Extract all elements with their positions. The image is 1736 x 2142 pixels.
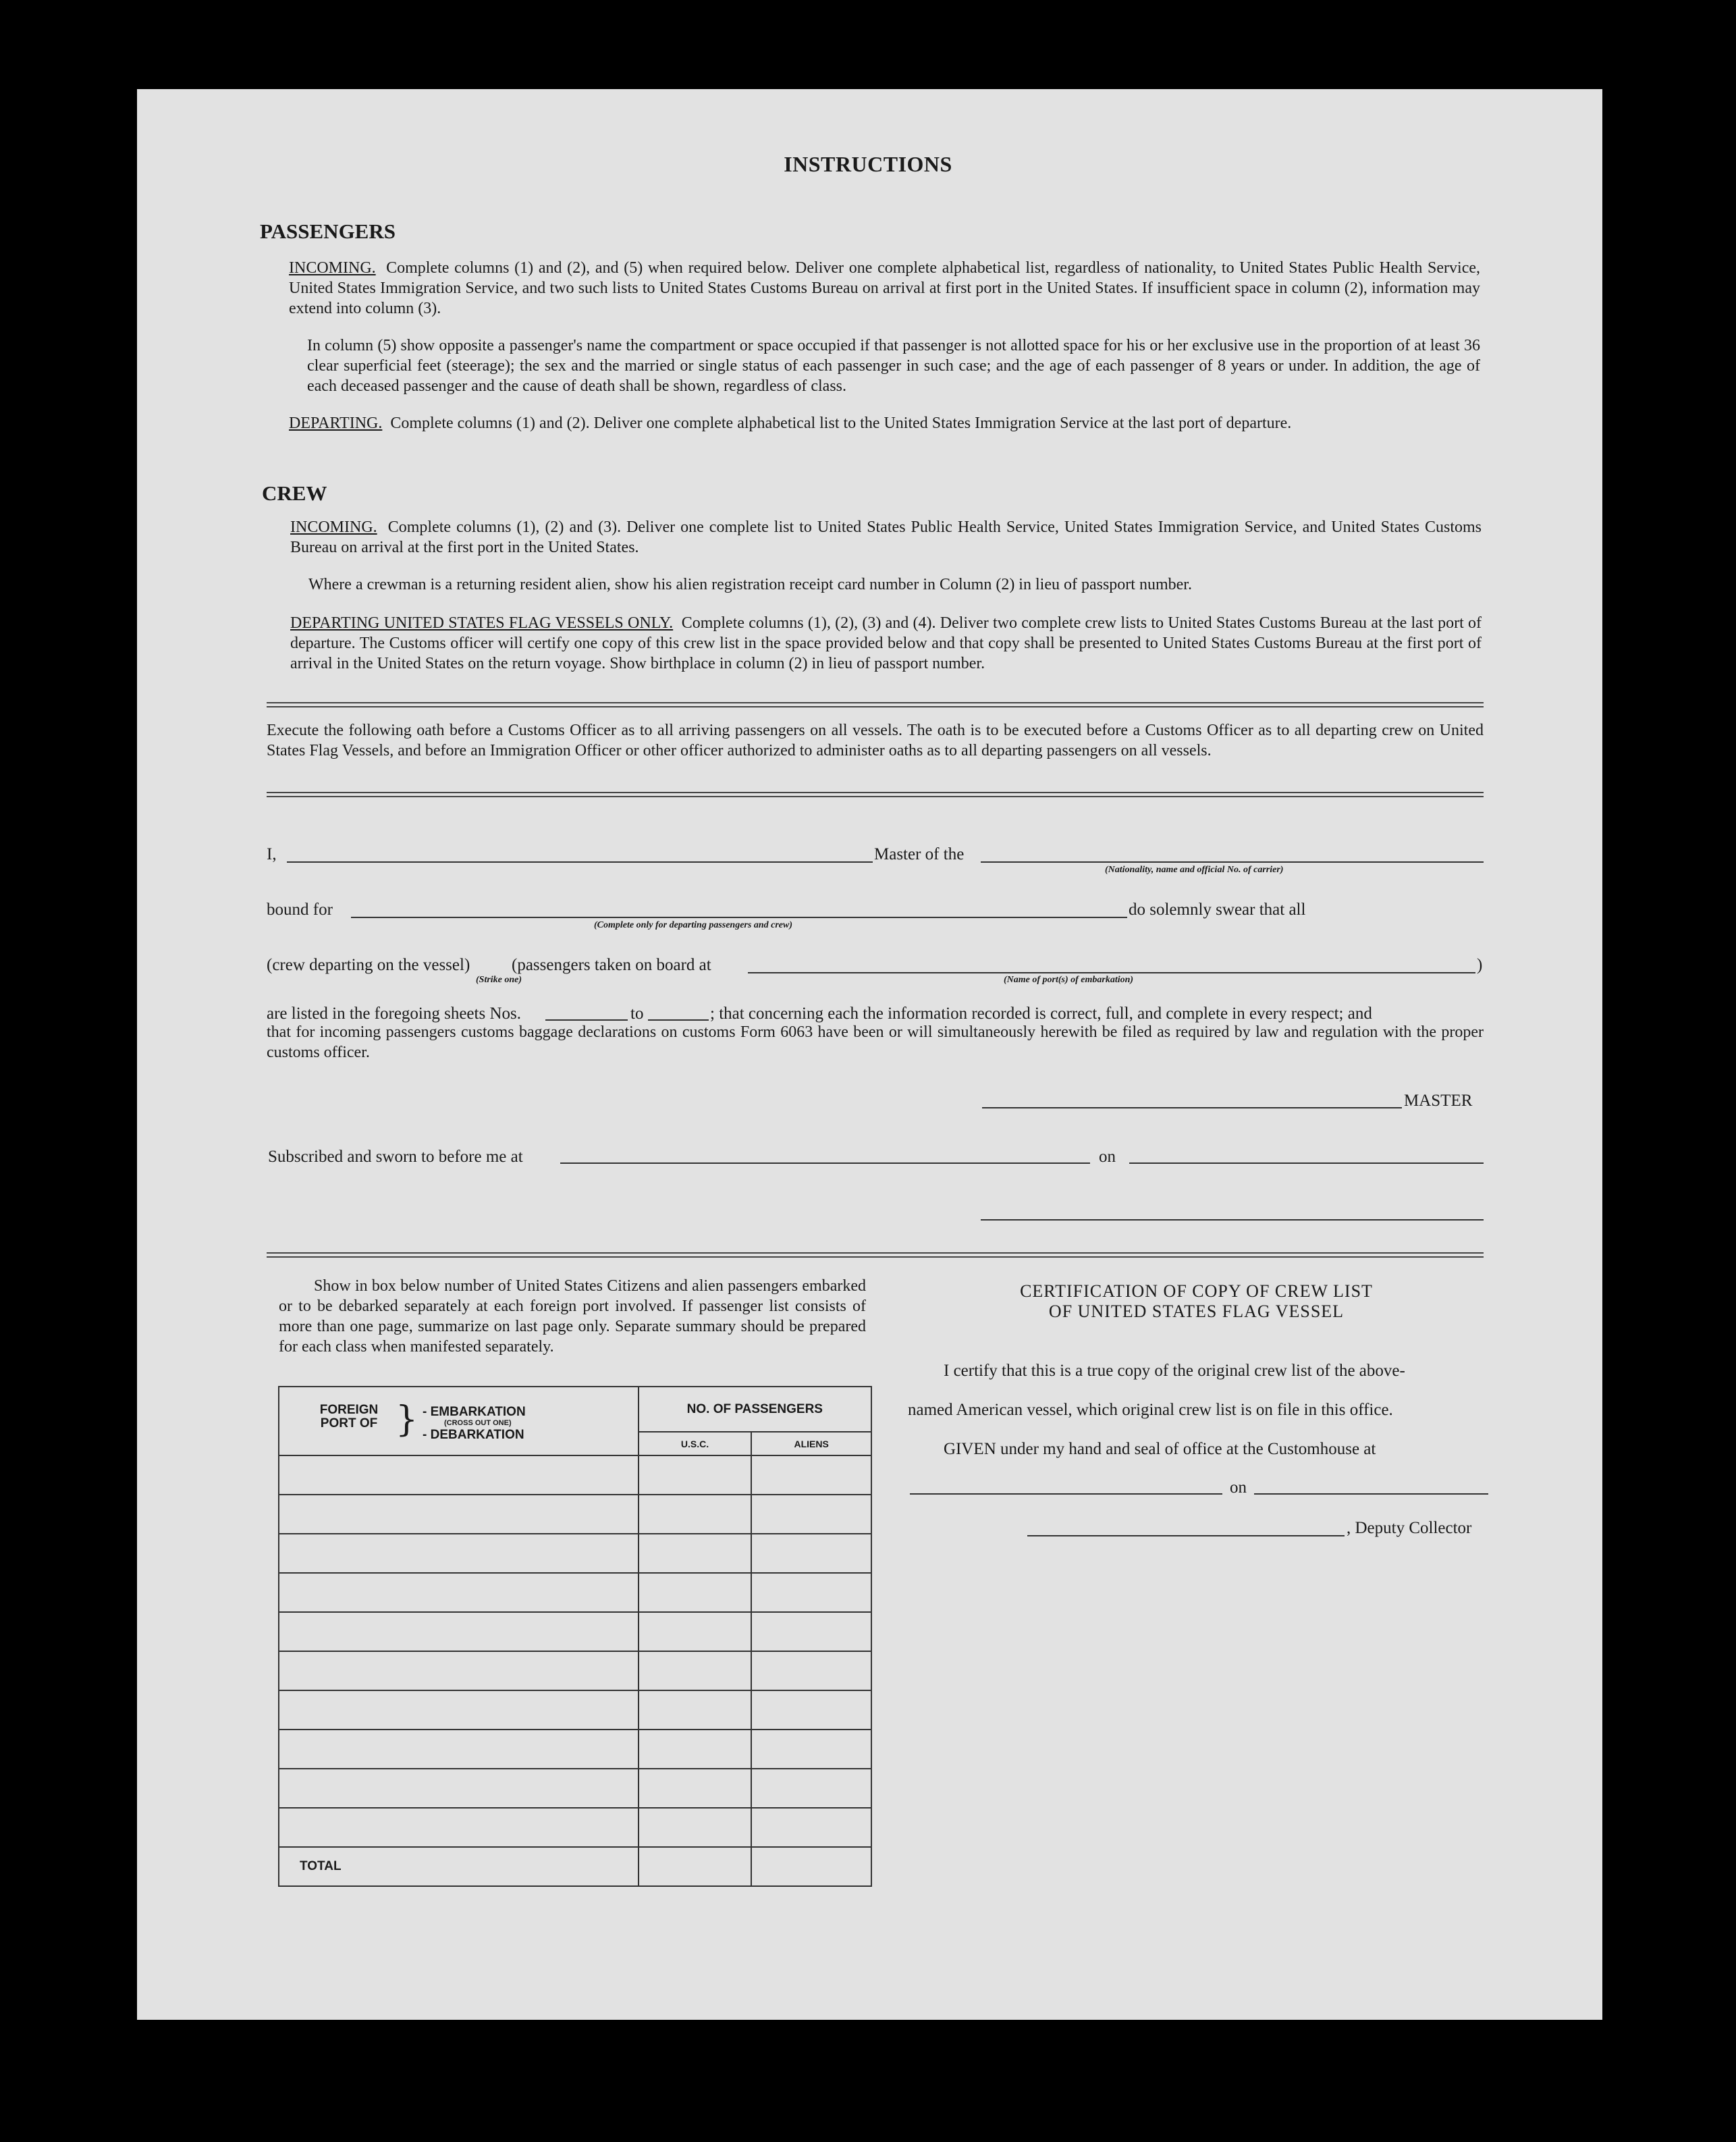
sworn-date-field[interactable] [1129, 1162, 1484, 1164]
to-label: to [630, 1005, 644, 1023]
usc-cell[interactable] [639, 1612, 752, 1651]
sworn-on-label: on [1099, 1148, 1116, 1166]
deputy-collector-label: , Deputy Collector [1347, 1519, 1472, 1537]
usc-header: U.S.C. [639, 1432, 752, 1455]
aliens-cell[interactable] [751, 1769, 871, 1808]
certification-title-1: CERTIFICATION OF COPY OF CREW LIST [1020, 1281, 1373, 1301]
table-row [279, 1730, 871, 1769]
debarkation-label: - DEBARKATION [423, 1428, 524, 1442]
table-row [279, 1573, 871, 1612]
cross-out-hint: (CROSS OUT ONE) [444, 1419, 512, 1427]
usc-cell[interactable] [639, 1730, 752, 1769]
table-row [279, 1690, 871, 1730]
passengers-departing-label: DEPARTING. [289, 414, 383, 432]
port-cell[interactable] [279, 1769, 639, 1808]
oath-i-label: I, [267, 845, 277, 863]
passengers-departing-paragraph [289, 413, 1480, 433]
certification-title-2: OF UNITED STATES FLAG VESSEL [1048, 1302, 1345, 1321]
officer-signature-field[interactable] [981, 1219, 1484, 1221]
certification-line-3: GIVEN under my hand and seal of office at the Customhouse at [944, 1440, 1376, 1458]
bound-for-hint: (Complete only for departing passengers and crew) [594, 920, 792, 930]
swear-text: do solemnly swear that all [1129, 901, 1306, 919]
port-cell[interactable] [279, 1495, 639, 1534]
port-cell[interactable] [279, 1612, 639, 1651]
embarkation-label: - EMBARKATION [423, 1405, 526, 1419]
table-header-row [279, 1387, 871, 1432]
aliens-cell[interactable] [751, 1573, 871, 1612]
passengers-taken-option[interactable]: (passengers taken on board at [512, 956, 711, 974]
carrier-field[interactable] [981, 861, 1484, 863]
no-passengers-header: NO. OF PASSENGERS [639, 1387, 871, 1432]
subscribed-label: Subscribed and sworn to before me at [268, 1148, 523, 1166]
crew-incoming-label: INCOMING. [290, 518, 377, 536]
port-cell[interactable] [279, 1455, 639, 1495]
bound-for-label: bound for [267, 901, 333, 919]
aliens-cell[interactable] [751, 1534, 871, 1573]
sworn-place-field[interactable] [560, 1162, 1090, 1164]
total-label: TOTAL [279, 1847, 639, 1886]
table-row [279, 1651, 871, 1690]
carrier-hint: (Nationality, name and official No. of carrier) [1105, 865, 1284, 875]
aliens-cell[interactable] [751, 1690, 871, 1730]
master-of-the-label: Master of the [874, 845, 965, 863]
usc-cell[interactable] [639, 1573, 752, 1612]
usc-cell[interactable] [639, 1690, 752, 1730]
brace-icon: } [396, 1399, 418, 1440]
table-row [279, 1534, 871, 1573]
passengers-departing-text: Complete columns (1) and (2). Deliver one complete alphabetical list to the United States Immigration Service at the last port of departure. [390, 414, 1292, 432]
section-divider [267, 1252, 1484, 1258]
master-name-field[interactable] [287, 861, 873, 863]
crew-flag-label: DEPARTING UNITED STATES FLAG VESSELS ONLY. [290, 614, 674, 632]
port-cell[interactable] [279, 1808, 639, 1847]
aliens-cell[interactable] [751, 1808, 871, 1847]
sheet-to-field[interactable] [648, 1019, 709, 1021]
port-cell[interactable] [279, 1573, 639, 1612]
table-row [279, 1495, 871, 1534]
certification-date-field[interactable] [1254, 1493, 1488, 1495]
foreign-port-label: FOREIGN PORT OF [319, 1403, 379, 1430]
ports-hint: (Name of port(s) of embarkation) [1004, 975, 1134, 985]
master-signature-field[interactable] [982, 1107, 1402, 1108]
aliens-cell[interactable] [751, 1455, 871, 1495]
bound-for-field[interactable] [351, 917, 1127, 918]
port-cell[interactable] [279, 1534, 639, 1573]
summary-intro: Show in box below number of United States Citizens and alien passengers embarked or to be debarked separately at each foreign port involved. If passenger list consists of more than one page, summarize on last page only. Separate summary should be prepared for each class when manifested separately. [279, 1277, 866, 1356]
crew-incoming-paragraph [290, 517, 1482, 558]
listed-text-2: ; that concerning each the information recorded is correct, full, and complete in every respect; and [710, 1005, 1372, 1023]
crew-resident-paragraph: Where a crewman is a returning resident alien, show his alien registration receipt card number in Column (2) in lieu of passport number. [308, 576, 1192, 593]
port-cell[interactable] [279, 1690, 639, 1730]
passengers-column5-paragraph: In column (5) show opposite a passenger's name the compartment or space occupied if that passenger is not allotted space for his or her exclusive use in the proportion of at least 36 clear superficial feet (steerage); the sex and the married or single status of each passenger in such case; and the age of each passenger of 8 years or under. In addition, the age of each deceased passenger and the cause of death shall be shown, regardless of class. [307, 337, 1480, 395]
certification-line-2: named American vessel, which original crew list is on file in this office. [908, 1401, 1393, 1419]
listed-text-1: are listed in the foregoing sheets Nos. [267, 1005, 521, 1023]
foreign-port-header [279, 1387, 639, 1455]
master-label: MASTER [1404, 1092, 1473, 1110]
summary-rows [279, 1455, 871, 1847]
table-row [279, 1769, 871, 1808]
aliens-cell[interactable] [751, 1730, 871, 1769]
aliens-cell[interactable] [751, 1612, 871, 1651]
aliens-cell[interactable] [751, 1495, 871, 1534]
crew-flag-paragraph [290, 613, 1482, 674]
total-aliens-cell[interactable] [751, 1847, 871, 1886]
total-usc-cell[interactable] [639, 1847, 752, 1886]
passengers-heading: PASSENGERS [260, 219, 396, 243]
port-cell[interactable] [279, 1651, 639, 1690]
aliens-cell[interactable] [751, 1651, 871, 1690]
usc-cell[interactable] [639, 1769, 752, 1808]
passengers-incoming-text: Complete columns (1) and (2), and (5) when required below. Deliver one complete alphabetical list, regardless of nationality, to United States Public Health Service, United States Immigration Service, and two such lists to United States Customs Bureau on arrival at first port in the United States. If insufficient space in column (2), information may extend into column (3). [289, 259, 1480, 317]
aliens-header: ALIENS [751, 1432, 871, 1455]
section-divider [267, 792, 1484, 797]
crew-heading: CREW [262, 481, 327, 505]
passenger-summary-table [278, 1386, 872, 1887]
customhouse-field[interactable] [910, 1493, 1222, 1495]
usc-cell[interactable] [639, 1651, 752, 1690]
port-cell[interactable] [279, 1730, 639, 1769]
usc-cell[interactable] [639, 1495, 752, 1534]
usc-cell[interactable] [639, 1534, 752, 1573]
oath-intro: Execute the following oath before a Customs Officer as to all arriving passengers on all vessels. The oath is to be executed before a Customs Officer as to all departing crew on United States Flag Vessels, and before an Immigration Officer or other officer authorized to administer oaths as to all departing passengers on all vessels. [267, 722, 1484, 759]
deputy-signature-field[interactable] [1027, 1535, 1345, 1536]
section-divider [267, 702, 1484, 707]
sheet-from-field[interactable] [545, 1019, 628, 1021]
certification-line-1: I certify that this is a true copy of the original crew list of the above- [944, 1362, 1405, 1380]
embarkation-port-field[interactable] [748, 972, 1475, 973]
table-row [279, 1455, 871, 1495]
close-paren: ) [1477, 956, 1483, 974]
strike-one-hint: (Strike one) [476, 975, 522, 985]
table-row [279, 1612, 871, 1651]
total-row [279, 1847, 871, 1886]
certification-on-label: on [1230, 1478, 1247, 1497]
page-title: INSTRUCTIONS [784, 152, 952, 176]
table-row [279, 1808, 871, 1847]
usc-cell[interactable] [639, 1455, 752, 1495]
usc-cell[interactable] [639, 1808, 752, 1847]
passengers-incoming-label: INCOMING. [289, 259, 376, 277]
crew-flag-text: Complete columns (1), (2), (3) and (4). Deliver two complete crew lists to United States Customs Bureau at the last port of departure. The Customs officer will certify one copy of this crew list in the space provided below and that copy shall be presented to United States Customs Bureau at the first port of arrival in the United States on the return voyage. Show birthplace in column (2) in lieu of passport number. [290, 614, 1482, 672]
crew-incoming-text: Complete columns (1), (2) and (3). Deliver one complete list to United States Public Health Service, United States Immigration Service, and United States Customs Bureau on arrival at the first port in the United States. [290, 518, 1482, 556]
crew-departing-option[interactable]: (crew departing on the vessel) [267, 956, 470, 974]
passengers-incoming-paragraph [289, 258, 1480, 319]
listed-text-3: that for incoming passengers customs baggage declarations on customs Form 6063 have been or will simultaneously herewith be filed as required by law and regulation with the proper customs officer. [267, 1023, 1484, 1061]
